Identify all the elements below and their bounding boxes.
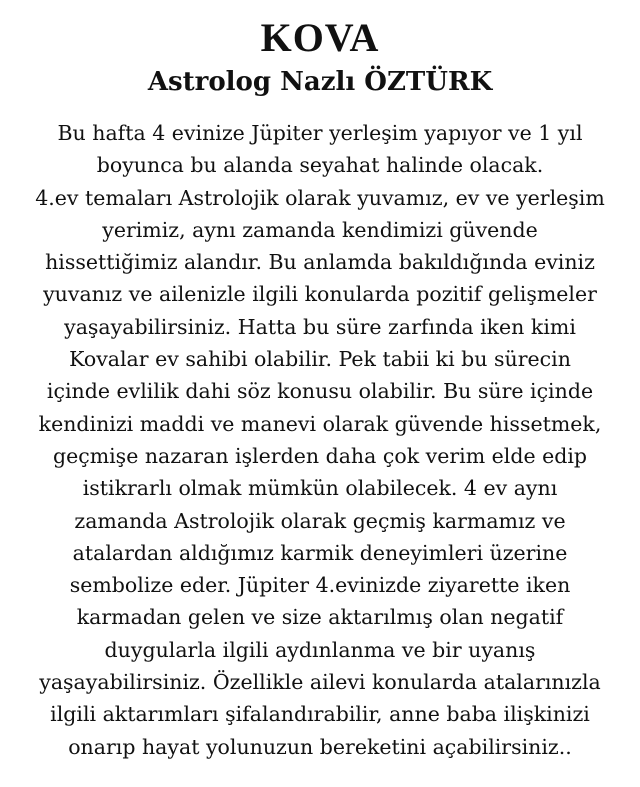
text-line: hissettiğimiz alandır. Bu anlamda bakıldığında eviniz xyxy=(45,250,595,275)
text-line: içinde evlilik dahi söz konusu olabilir. Bu süre içinde xyxy=(46,379,594,404)
horoscope-text xyxy=(0,117,640,763)
text-line: yaşayabilirsiniz. Özellikle ailevi konularda atalarınızla xyxy=(39,670,601,695)
text-line: onarıp hayat yolunuzun bereketini açabilirsiniz.. xyxy=(68,734,572,759)
text-line: boyunca bu alanda seyahat halinde olacak. xyxy=(96,153,544,178)
text-line: karmadan gelen ve size aktarılmış olan negatif xyxy=(76,605,564,630)
text-line: duygularla ilgili aydınlanma ve bir uyanış xyxy=(104,637,536,662)
text-line: 4.ev temaları Astrolojik olarak yuvamız, ev ve yerleşim xyxy=(35,185,605,210)
text-line: geçmişe nazaran işlerden daha çok verim elde edip xyxy=(52,443,588,468)
text-line: yuvanız ve ailenizle ilgili konularda pozitif gelişmeler xyxy=(43,282,597,307)
text-line: Bu hafta 4 evinize Jüpiter yerleşim yapıyor ve 1 yıl xyxy=(57,121,583,145)
text-line: yerimiz, aynı zamanda kendimizi güvende xyxy=(102,217,538,242)
text-line: zamanda Astrolojik olarak geçmiş karmamız ve xyxy=(74,508,566,533)
text-line: sembolize eder. Jüpiter 4.evinizde ziyarette iken xyxy=(69,573,571,598)
page-title: KOVA xyxy=(260,15,380,60)
text-line: Kovalar ev sahibi olabilir. Pek tabii ki bu sürecin xyxy=(69,347,571,372)
text-line: kendinizi maddi ve manevi olarak güvende hissetmek, xyxy=(38,411,602,436)
text-line: ilgili aktarımları şifalandırabilir, anne baba ilişkinizi xyxy=(50,702,590,727)
author-byline: Astrolog Nazlı ÖZTÜRK xyxy=(147,67,493,97)
text-line: atalardan aldığımız karmik deneyimleri üzerine xyxy=(72,540,568,565)
text-line: istikrarlı olmak mümkün olabilecek. 4 ev aynı xyxy=(82,476,558,501)
text-line: yaşayabilirsiniz. Hatta bu süre zarfında iken kimi xyxy=(64,314,576,339)
